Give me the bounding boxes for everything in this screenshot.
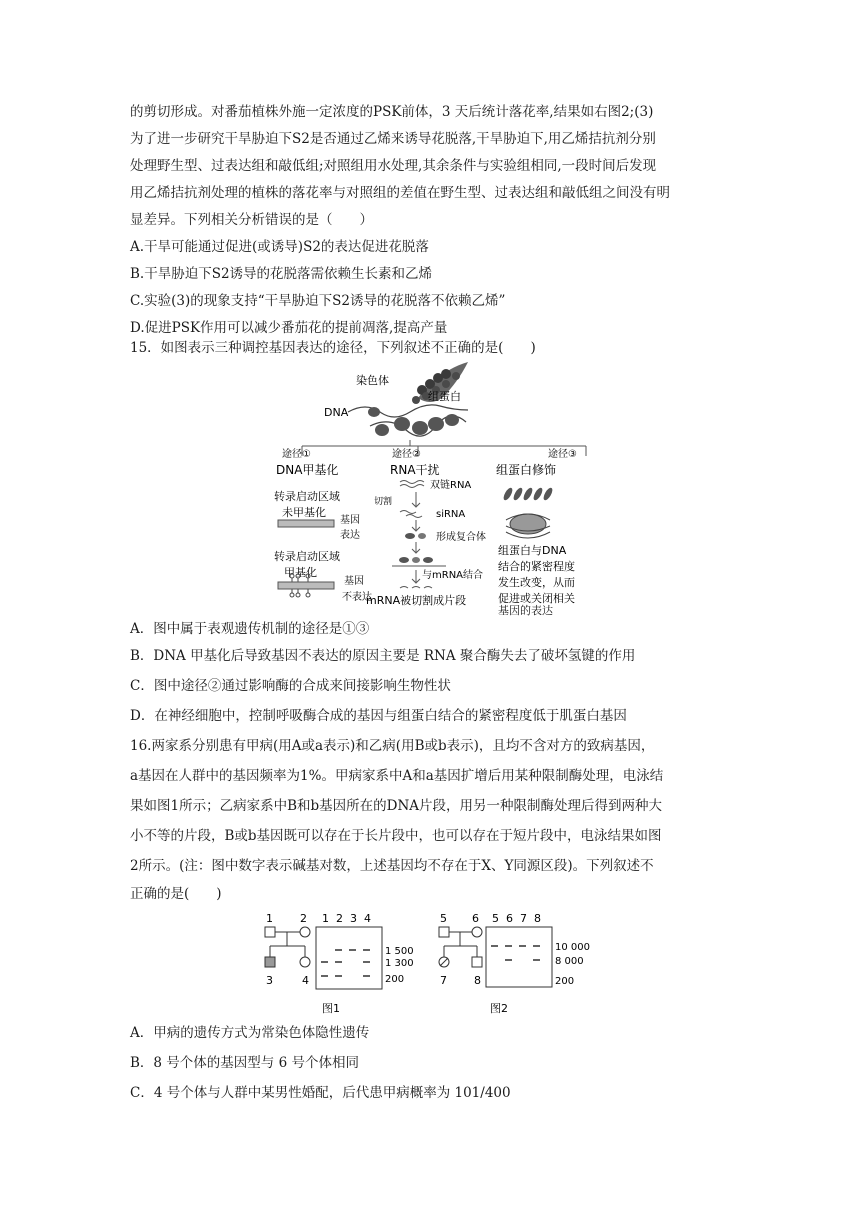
expressed-label-1: 基因	[340, 515, 360, 526]
histone-text-1: 组蛋白与DNA	[498, 544, 567, 557]
unmethylated-label-2: 未甲基化	[282, 506, 326, 519]
fig1-id-1: 1	[266, 912, 273, 925]
dsrna-label: 双链RNA	[430, 480, 472, 491]
methylated-gene-bar	[278, 582, 334, 589]
gene-regulation-figure	[270, 360, 610, 610]
histone-text-3: 发生改变，从而	[498, 576, 575, 589]
nucleosome-illustration	[506, 514, 550, 538]
q14-option-a: A.干旱可能通过促进(或诱导)S2的表达促进花脱落	[130, 239, 429, 255]
not-expressed-label-1: 基因	[344, 576, 364, 587]
fig2-lane-6: 6	[506, 912, 513, 925]
histone-text-2: 结合的紧密程度	[498, 560, 575, 573]
path1-title: DNA甲基化	[276, 463, 339, 477]
fig2-lane-5: 5	[492, 912, 499, 925]
fig2-size-8000: 8 000	[555, 956, 584, 967]
not-expressed-label-2: 不表达	[342, 592, 372, 603]
fig2-bands	[491, 946, 540, 960]
methylated-label-2: 甲基化	[284, 566, 317, 579]
fig2-lane-8: 8	[534, 912, 541, 925]
fig1-gel	[316, 927, 382, 989]
fig2-id-8: 8	[474, 974, 481, 987]
histone-label: 组蛋白	[428, 390, 461, 403]
fig1-id-3: 3	[266, 974, 273, 987]
q16-option-b: B．8 号个体的基因型与 6 号个体相同	[130, 1055, 359, 1071]
methyl-markers-lower	[290, 589, 310, 597]
q16-line-6: 正确的是( )	[130, 886, 222, 902]
path2-label: 途径②	[392, 449, 421, 460]
q16-option-a: A．甲病的遗传方式为常染色体隐性遗传	[130, 1025, 370, 1041]
fig2-individual-5	[439, 927, 449, 937]
q14-line-2: 为了进一步研究干旱胁迫下S2是否通过乙烯来诱导花脱落,干旱胁迫下,用乙烯拮抗剂分别	[130, 131, 656, 147]
fig2-caption: 图2	[490, 1002, 508, 1015]
fig2-id-5: 5	[440, 912, 447, 925]
fig1-caption: 图1	[322, 1002, 340, 1015]
q16-line-5: 2所示。(注：图中数字表示碱基对数，上述基因均不存在于X、Y同源区段)。下列叙述不	[130, 858, 654, 874]
sirna-label: siRNA	[436, 509, 466, 520]
fig1-bands	[321, 950, 370, 976]
fig2-size-200: 200	[555, 976, 575, 987]
methylated-label-1: 转录启动区域	[274, 550, 340, 563]
pedigree-electrophoresis-figure-1	[260, 908, 430, 1018]
q14-line-5: 显差异。下列相关分析错误的是（ ）	[130, 212, 373, 228]
unmethylated-label-1: 转录启动区域	[274, 490, 340, 503]
fig1-size-200: 200	[385, 974, 405, 985]
q16-option-c: C．4 号个体与人群中某男性婚配，后代患甲病概率为 101/400	[130, 1085, 511, 1101]
pedigree-electrophoresis-figure-2	[434, 908, 609, 1018]
fig1-lane-1: 1	[322, 912, 329, 925]
fig2-individual-8	[472, 957, 482, 967]
unmethylated-gene-bar	[278, 520, 334, 527]
q16-line-3: 果如图1所示；乙病家系中B和b基因所在的DNA片段，用另一种限制酶处理后得到两种大	[130, 798, 663, 814]
fig2-gel	[486, 927, 552, 987]
fig1-individual-3-affected	[265, 957, 275, 967]
fig1-individual-1	[265, 927, 275, 937]
q16-line-2: a基因在人群中的基因频率为1%。甲病家系中A和a基因扩增后用某种限制酶处理，电泳结	[130, 768, 664, 784]
q15-option-a: A．图中属于表观遗传机制的途径是①③	[130, 621, 370, 637]
q16-line-4: 小不等的片段，B或b基因既可以存在于长片段中，也可以存在于短片段中，电泳结果如图	[130, 828, 662, 844]
q14-option-d: D.促进PSK作用可以减少番茄花的提前凋落,提高产量	[130, 320, 448, 336]
fig2-size-10000: 10 000	[555, 942, 590, 953]
fig2-id-7: 7	[440, 974, 447, 987]
fig1-size-1300: 1 300	[385, 958, 414, 969]
q15-option-c: C．图中途径②通过影响酶的合成来间接影响生物性状	[130, 678, 451, 694]
q14-option-b: B.干旱胁迫下S2诱导的花脱落需依赖生长素和乙烯	[130, 266, 433, 282]
fig1-lane-3: 3	[350, 912, 357, 925]
q16-line-1: 16.两家系分别患有甲病(用A或a表示)和乙病(用B或b表示)，且均不含对方的致病基因，	[130, 738, 655, 754]
q14-line-3: 处理野生型、过表达组和敲低组;对照组用水处理,其余条件与实验组相同,一段时间后发现	[130, 158, 657, 174]
fig1-id-2: 2	[300, 912, 307, 925]
fragments-label: mRNA被切割成片段	[366, 594, 467, 607]
dna-label: DNA	[324, 406, 349, 419]
fig2-id-6: 6	[472, 912, 479, 925]
fig1-lane-4: 4	[364, 912, 371, 925]
fig1-lane-2: 2	[336, 912, 343, 925]
fig1-individual-2	[300, 927, 310, 937]
histone-text-4: 促进或关闭相关	[498, 592, 575, 605]
complex-label: 形成复合体	[436, 532, 486, 543]
path3-title: 组蛋白修饰	[496, 463, 557, 477]
fig1-size-1500: 1 500	[385, 946, 414, 957]
fig2-lane-7: 7	[520, 912, 527, 925]
bind-mrna-label: 与mRNA结合	[422, 570, 484, 581]
fig1-individual-4	[300, 957, 310, 967]
fig2-individual-6	[472, 927, 482, 937]
q14-line-1: 的剪切形成。对番茄植株外施一定浓度的PSK前体，3 天后统计落花率,结果如右图2;(3)	[130, 104, 654, 120]
q14-line-4: 用乙烯拮抗剂处理的植株的落花率与对照组的差值在野生型、过表达组和敲低组之间没有明	[130, 185, 670, 201]
path2-title: RNA干扰	[390, 463, 440, 477]
path3-label: 途径③	[548, 449, 577, 460]
q15-option-b: B．DNA 甲基化后导致基因不表达的原因主要是 RNA 聚合酶失去了破坏氢键的作用	[130, 648, 636, 664]
expressed-label-2: 表达	[340, 530, 360, 541]
q15-stem: 15．如图表示三种调控基因表达的途径，下列叙述不正确的是( )	[130, 340, 536, 356]
q14-option-c: C.实验(3)的现象支持“干旱胁迫下S2诱导的花脱落不依赖乙烯”	[130, 293, 506, 309]
histone-text-5: 基因的表达	[498, 604, 553, 617]
histone-modification-illustration	[502, 486, 554, 501]
cut-label: 切割	[374, 497, 393, 507]
fig1-id-4: 4	[302, 974, 309, 987]
path1-label: 途径①	[282, 449, 311, 460]
q15-option-d: D．在神经细胞中，控制呼吸酶合成的基因与组蛋白结合的紧密程度低于肌蛋白基因	[130, 708, 627, 724]
chromosome-label: 染色体	[356, 374, 389, 387]
